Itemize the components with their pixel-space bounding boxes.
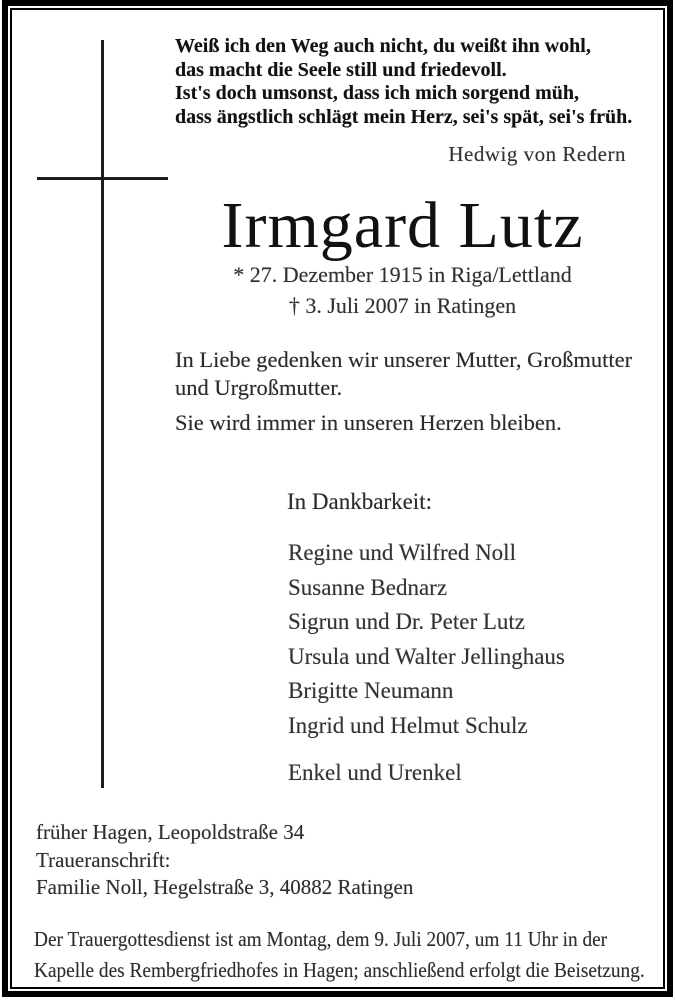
mourning-address-line: Familie Noll, Hegelstraße 3, 40882 Ratingen bbox=[36, 875, 414, 899]
deceased-name: Irmgard Lutz bbox=[221, 189, 584, 262]
cross-vertical-bar bbox=[101, 40, 104, 788]
former-residence-line: früher Hagen, Leopoldstraße 34 bbox=[36, 820, 305, 844]
memorial-poem bbox=[175, 35, 632, 129]
mourner-name: Sigrun und Dr. Peter Lutz bbox=[288, 609, 525, 634]
life-dates bbox=[175, 259, 630, 321]
remembrance-line: Sie wird immer in unseren Herzen bleiben. bbox=[175, 410, 562, 435]
service-line-1: Der Trauergottesdienst ist am Montag, dem 9. Juli 2007, um 11 Uhr in der bbox=[34, 927, 608, 951]
mourners-list bbox=[288, 536, 565, 743]
gratitude-heading: In Dankbarkeit: bbox=[287, 489, 432, 514]
mourning-address-label: Traueranschrift: bbox=[36, 847, 171, 872]
tribute-text bbox=[175, 346, 632, 402]
cross-horizontal-bar bbox=[37, 177, 168, 180]
tribute-line-2: und Urgroßmutter. bbox=[175, 375, 343, 400]
service-line-2: Kapelle des Rembergfriedhofes in Hagen; anschließend erfolgt die Beisetzung. bbox=[34, 957, 645, 982]
grandchildren-line: Enkel und Urenkel bbox=[288, 760, 462, 785]
poem-line-4: dass ängstlich schlägt mein Herz, sei's spät, sei's früh. bbox=[175, 105, 633, 128]
mourner-name: Ursula und Walter Jellinghaus bbox=[288, 643, 565, 669]
mourner-name: Brigitte Neumann bbox=[288, 678, 454, 703]
poem-line-1: Weiß ich den Weg auch nicht, du weißt ihn wohl, bbox=[175, 35, 591, 57]
poem-line-3: Ist's doch umsonst, dass ich mich sorgend müh, bbox=[175, 82, 579, 104]
death-line: † 3. Juli 2007 in Ratingen bbox=[288, 293, 517, 318]
mourner-name: Regine und Wilfred Noll bbox=[288, 540, 516, 565]
mourner-name: Ingrid und Helmut Schulz bbox=[288, 712, 528, 738]
poem-author: Hedwig von Redern bbox=[448, 142, 626, 166]
funeral-service-notice bbox=[34, 924, 645, 985]
tribute-line-1: In Liebe gedenken wir unserer Mutter, Großmutter bbox=[175, 347, 633, 372]
mourner-name: Susanne Bednarz bbox=[288, 574, 448, 600]
address-block bbox=[36, 819, 413, 902]
birth-line: * 27. Dezember 1915 in Riga/Lettland bbox=[233, 262, 572, 287]
poem-line-2: das macht die Seele still und friedevoll. bbox=[175, 58, 507, 81]
